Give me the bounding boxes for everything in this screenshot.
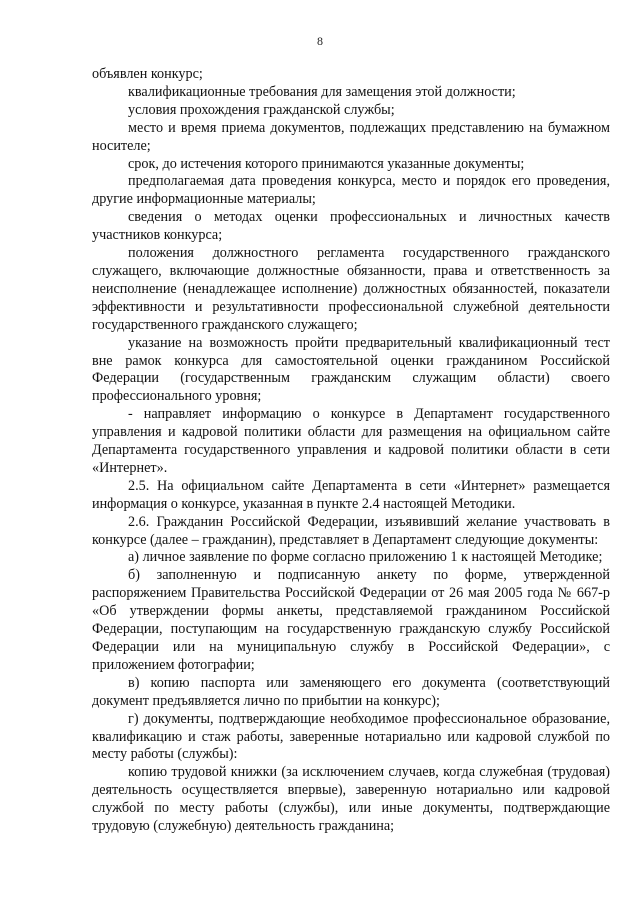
paragraph: 2.5. На официальном сайте Департамента в сети «Интернет» размещается информация о конкурсе, указанная в пункте 2.4 настоящей Методики. bbox=[92, 477, 610, 512]
paragraph: квалификационные требования для замещения этой должности; bbox=[128, 83, 516, 100]
paragraph: положения должностного регламента государственного гражданского служащего, включающие должностные обязанности, права и ответственность за неисполнение (ненадлежащее исполнение) должностных обязанностей, показатели эффективности и результативности профессиональной служебной деятельности государственного гражданского служащего; bbox=[92, 245, 610, 333]
paragraph: предполагаемая дата проведения конкурса, место и порядок его проведения, другие информационные материалы; bbox=[92, 173, 610, 208]
paragraph: условия прохождения гражданской службы; bbox=[128, 101, 395, 118]
paragraph: 2.6. Гражданин Российской Федерации, изъявивший желание участвовать в конкурсе (далее – гражданин), представляет в Департамент следующие документы: bbox=[92, 513, 610, 548]
document-body bbox=[92, 66, 610, 836]
paragraph: копию трудовой книжки (за исключением случаев, когда служебная (трудовая) деятельность осуществляется впервые), заверенную нотариально или кадровой службой по месту работы (службы), или иные документы, подтверждающие трудовую (служебную) деятельность гражданина; bbox=[92, 764, 610, 835]
paragraph: - направляет информацию о конкурсе в Департамент государственного управления и кадровой политики области для размещения на официальном сайте Департамента государственного управления и кадровой политики области в сети «Интернет». bbox=[92, 406, 610, 476]
paragraph: срок, до истечения которого принимаются указанные документы; bbox=[128, 155, 525, 172]
paragraph: сведения о методах оценки профессиональных и личностных качеств участников конкурса; bbox=[92, 209, 610, 244]
paragraph: в) копию паспорта или заменяющего его документа (соответствующий документ предъявляется лично по прибытии на конкурс); bbox=[92, 674, 610, 709]
paragraph: а) личное заявление по форме согласно приложению 1 к настоящей Методике; bbox=[128, 549, 603, 566]
page-number: 8 bbox=[317, 34, 323, 48]
paragraph: указание на возможность пройти предварительный квалификационный тест вне рамок конкурса для самостоятельной оценки гражданином Российской Федерации (государственным гражданским служащим области) своего профессионального уровня; bbox=[92, 334, 610, 405]
paragraph: г) документы, подтверждающие необходимое профессиональное образование, квалификацию и стаж работы, заверенные нотариально или кадровой службой по месту работы (службы): bbox=[92, 710, 610, 763]
paragraph: место и время приема документов, подлежащих представлению на бумажном носителе; bbox=[92, 119, 610, 154]
paragraph: б) заполненную и подписанную анкету по форме, утвержденной распоряжением Правительства Российской Федерации от 26 мая 2005 года № 667-р «Об утверждении формы анкеты, представляемой гражданином Российской Федерации, поступающим на государственную гражданскую службу Российской Федерации или на муниципальную службу в Российской Федерации», с приложением фотографии; bbox=[92, 567, 610, 673]
paragraph: объявлен конкурс; bbox=[92, 66, 203, 82]
